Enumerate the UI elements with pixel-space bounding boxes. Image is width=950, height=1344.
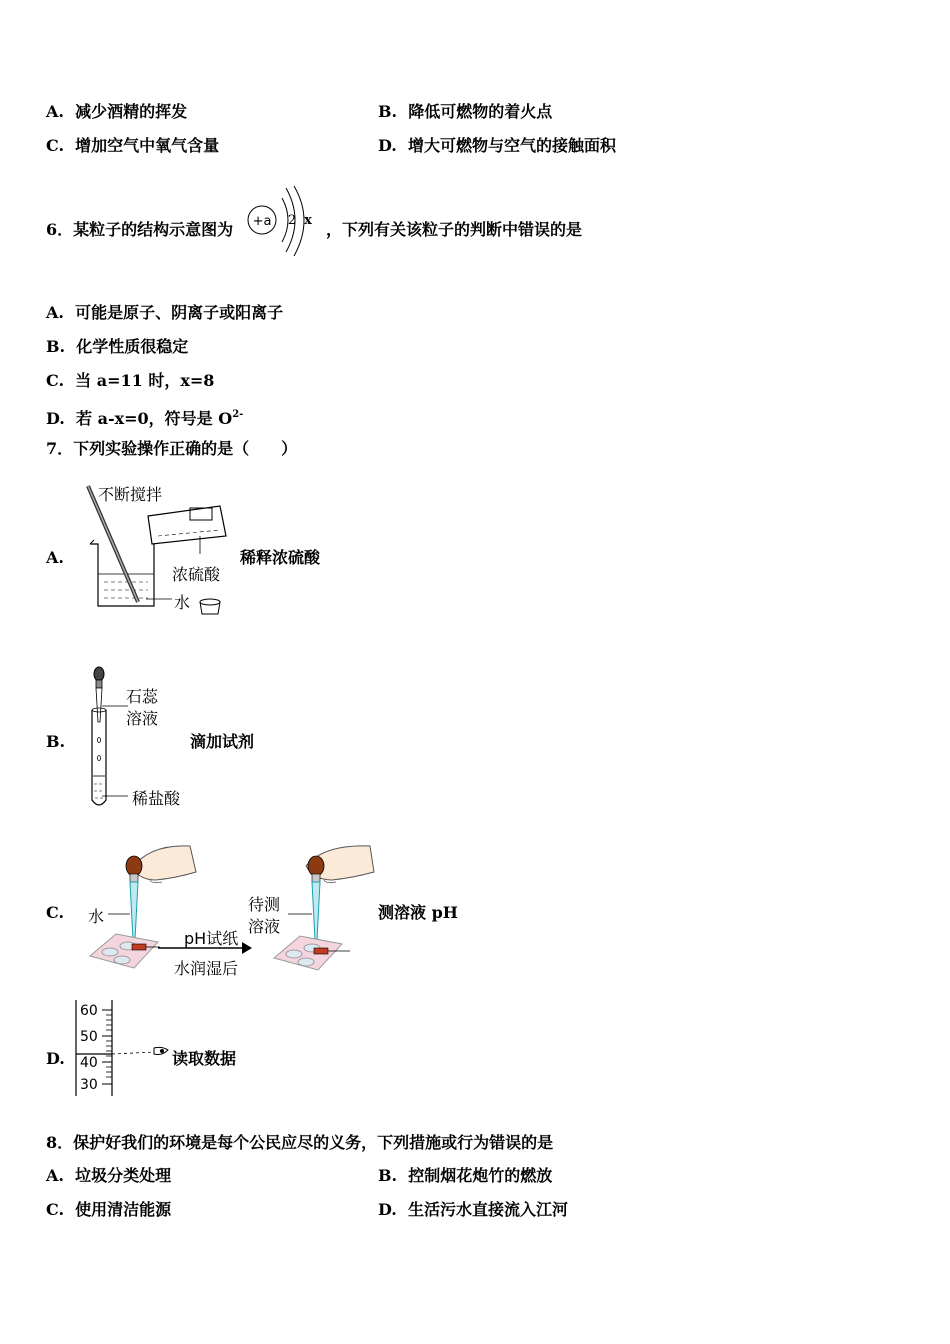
q5-option-c: [46, 136, 219, 156]
option-text: 当 a=11 时，x=8: [75, 371, 215, 390]
label-litmus-1: 石蕊: [126, 687, 159, 706]
q7-option-b-letter: B.: [46, 732, 66, 751]
q5-option-b: [378, 102, 552, 122]
option-text: 可能是原子、阴离子或阳离子: [75, 303, 284, 322]
option-letter: C.: [46, 1200, 65, 1219]
option-text: 降低可燃物的着火点: [408, 102, 553, 121]
option-letter: D.: [378, 136, 397, 155]
option-letter: D.: [46, 409, 65, 428]
option-letter: A.: [46, 303, 64, 322]
option-text: 控制烟花炮竹的燃放: [408, 1166, 553, 1185]
label-test-2: 溶液: [248, 917, 281, 936]
q6-option-c: [46, 371, 214, 391]
label-water: 水: [174, 593, 191, 612]
option-text: 若 a-x=0，符号是 O: [76, 409, 233, 428]
tick-label-30: 30: [80, 1077, 98, 1093]
q8-option-a: [46, 1166, 171, 1186]
q6-option-b: [46, 337, 188, 357]
tick-label-50: 50: [80, 1029, 98, 1045]
cylinder-ticks: [102, 1010, 112, 1084]
inner-shell-electrons: 2: [287, 213, 297, 228]
atom-structure-diagram: [242, 176, 322, 264]
q7-option-a-letter: A.: [46, 548, 64, 567]
q7-option-d-caption: 读取数据: [172, 1049, 237, 1068]
option-text: 生活污水直接流入江河: [408, 1200, 569, 1219]
q6-stem-before: 6．某粒子的结构示意图为: [46, 220, 234, 239]
q7-option-c-caption: 测溶液 pH: [378, 903, 458, 922]
label-litmus-2: 溶液: [126, 709, 159, 728]
q6-stem-after: ，下列有关该粒子的判断中错误的是: [326, 220, 583, 239]
tick-label-60: 60: [80, 1003, 98, 1019]
label-conc-acid: 浓硫酸: [172, 565, 221, 584]
graduated-cylinder-figure: [72, 996, 172, 1100]
option-text: 垃圾分类处理: [75, 1166, 172, 1185]
outer-shell-electrons: x: [304, 213, 312, 228]
label-hcl: 稀盐酸: [132, 789, 181, 808]
option-text: 化学性质很稳定: [76, 337, 189, 356]
q7-option-b-caption: 滴加试剂: [190, 732, 255, 751]
nucleus-label: +a: [252, 214, 272, 229]
q8-option-d: [378, 1200, 568, 1220]
label-c-water: 水: [88, 907, 105, 926]
tick-label-40: 40: [80, 1055, 98, 1071]
q6-option-a: [46, 303, 283, 323]
q5-option-d: [378, 136, 616, 156]
option-letter: C.: [46, 136, 65, 155]
label-ph-paper: pH试纸: [184, 929, 239, 948]
charge-superscript: 2-: [232, 409, 244, 420]
q7-stem: 7．下列实验操作正确的是（ ）: [46, 439, 298, 458]
option-text: 增加空气中氧气含量: [75, 136, 220, 155]
option-letter: C.: [46, 371, 65, 390]
option-letter: B.: [378, 102, 398, 121]
option-letter: B.: [378, 1166, 398, 1185]
q7-option-c-letter: C.: [46, 903, 65, 922]
option-letter: B.: [46, 337, 66, 356]
label-stir: 不断搅拌: [98, 485, 163, 504]
option-letter: A.: [46, 1166, 64, 1185]
option-text: 使用清洁能源: [75, 1200, 172, 1219]
label-wet: 水润湿后: [174, 959, 239, 978]
q8-option-c: [46, 1200, 171, 1220]
q8-option-b: [378, 1166, 552, 1186]
q7-option-a-caption: 稀释浓硫酸: [240, 548, 321, 567]
label-test-1: 待测: [248, 895, 281, 914]
q6-option-d: [46, 405, 243, 429]
option-text: 增大可燃物与空气的接触面积: [408, 136, 617, 155]
q8-stem: 8．保护好我们的环境是每个公民应尽的义务，下列措施或行为错误的是: [46, 1133, 554, 1152]
q5-option-a: [46, 102, 187, 122]
option-letter: D.: [378, 1200, 397, 1219]
option-text: 减少酒精的挥发: [75, 102, 188, 121]
q7-option-d-letter: D.: [46, 1049, 65, 1068]
option-letter: A.: [46, 102, 64, 121]
